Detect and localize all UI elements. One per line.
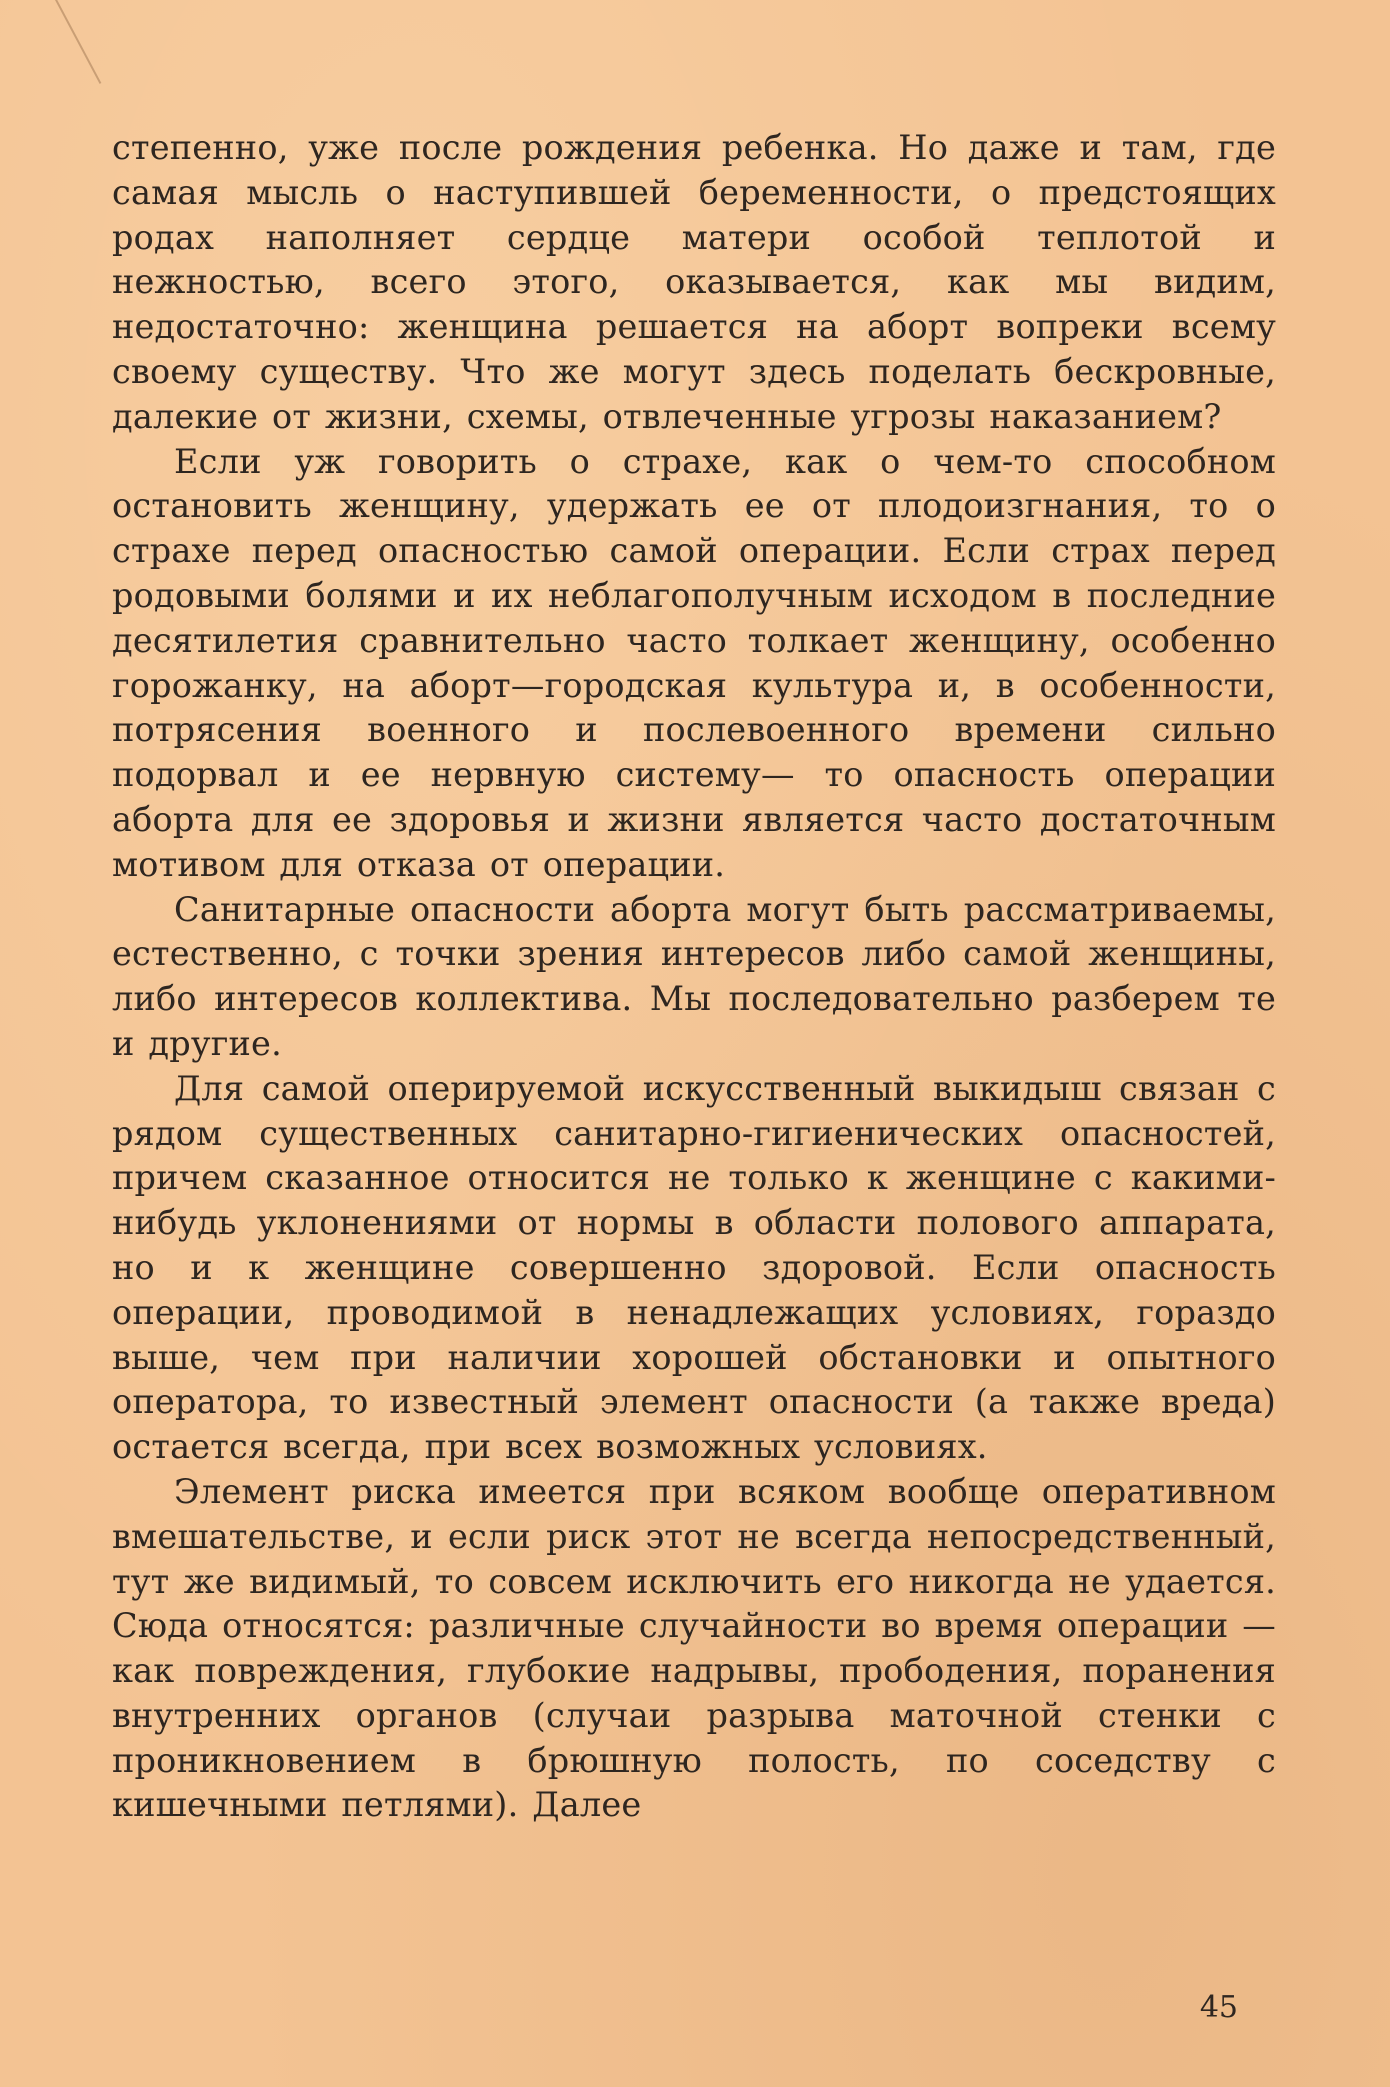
page-number: 45 <box>1199 1990 1238 2025</box>
paragraph-2: Если уж говорить о страхе, как о чем-то способном остановить женщину, удержать ее от плодоизгнания, то о страхе перед опасностью самой операции. Если страх перед родовыми болями и их неблагополучным исходом в последние десятилетия сравнительно часто толкает женщину, особенно горожанку, на аборт—городская культура и, в особенности, потрясения военного и послевоенного времени сильно подорвал и ее нервную систему— то опасность операции аборта для ее здоровья и жизни является часто достаточным мотивом для отказа от операции. <box>112 441 1276 884</box>
paragraph-5: Элемент риска имеется при всяком вообще оперативном вмешательстве, и если риск этот не всегда непосредственный, тут же видимый, то совсем исключить его никогда не удается. Сюда относятся: различные случайности во время операции — как повреждения, глубокие надрывы, прободения, поранения внутренних органов (случаи разрыва маточной стенки с проникновением в брюшную полость, по соседству с кишечными петлями). Далее <box>112 1471 1276 1825</box>
paragraph-1: степенно, уже после рождения ребенка. Но даже и там, где самая мысль о наступившей беременности, о предстоящих родах наполняет сердце матери особой теплотой и нежностью, всего этого, оказывается, как мы видим, недостаточно: женщина решается на аборт вопреки всему своему существу. Что же могут здесь поделать бескровные, далекие от жизни, схемы, отвлеченные угрозы наказанием? <box>112 128 1276 436</box>
paragraph-4: Для самой оперируемой искусственный выкидыш связан с рядом существенных санитарно-гигиенических опасностей, причем сказанное относится не только к женщине с какими-нибудь уклонениями от нормы в области полового аппарата, но и к женщине совершенно здоровой. Если опасность операции, проводимой в ненадлежащих условиях, гораздо выше, чем при наличии хорошей обстановки и опытного оператора, то известный элемент опасности (а также вреда) остается всегда, при всех возможных условиях. <box>112 1068 1276 1467</box>
paragraph-3: Санитарные опасности аборта могут быть рассматриваемы, естественно, с точки зрения интересов либо самой женщины, либо интересов коллектива. Мы последовательно разберем те и другие. <box>112 889 1276 1063</box>
page-corner-fold <box>55 0 101 84</box>
body-text <box>112 126 1276 1828</box>
